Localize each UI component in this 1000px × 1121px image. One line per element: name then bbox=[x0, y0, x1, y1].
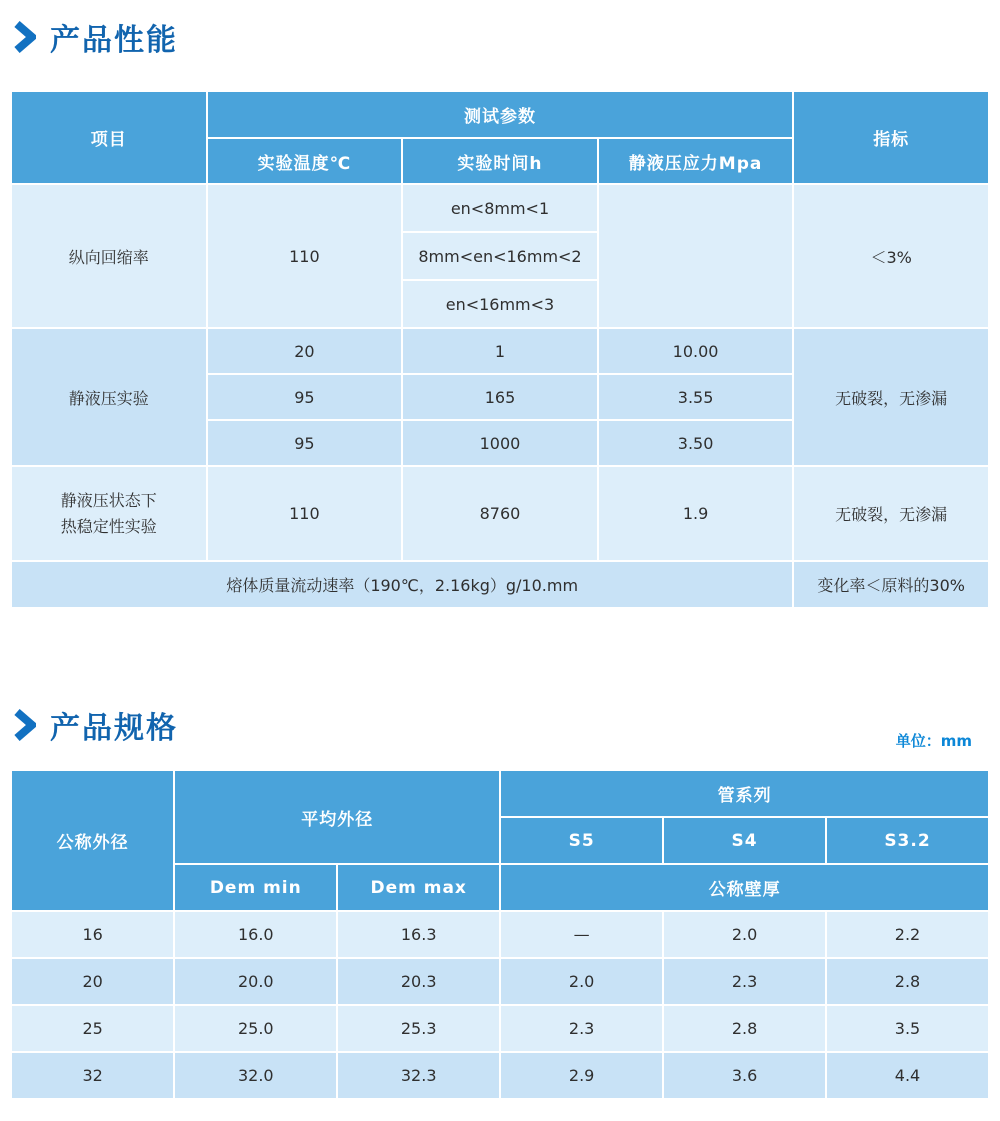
row-label-line2: 热稳定性实验 bbox=[60, 516, 157, 536]
performance-table bbox=[10, 90, 990, 609]
cell-od: 16 bbox=[11, 911, 174, 958]
header-pipe-series: 管系列 bbox=[500, 770, 989, 817]
header-nominal-od: 公称外径 bbox=[11, 770, 174, 911]
cell-time: 165 bbox=[402, 374, 598, 420]
cell-time-condition: 8mm<en<16mm<2 bbox=[402, 232, 598, 280]
cell-pressure: 3.55 bbox=[598, 374, 794, 420]
table-header-row bbox=[11, 770, 989, 817]
spec-table bbox=[10, 769, 990, 1100]
header-item: 项目 bbox=[11, 91, 207, 184]
table-row bbox=[11, 958, 989, 1005]
cell-pressure: 3.50 bbox=[598, 420, 794, 466]
table-footer-row bbox=[11, 561, 989, 608]
header-wall-thickness: 公称壁厚 bbox=[500, 864, 989, 911]
row-label-line1: 静液压状态下 bbox=[60, 490, 157, 510]
table-row bbox=[11, 184, 989, 232]
header-s3-2: S3.2 bbox=[826, 817, 989, 864]
section-title-spec bbox=[0, 701, 1000, 750]
cell-s5: 2.0 bbox=[500, 958, 663, 1005]
cell-indicator: 无破裂，无渗漏 bbox=[793, 466, 989, 561]
cell-pressure: 10.00 bbox=[598, 328, 794, 374]
cell-s5: — bbox=[500, 911, 663, 958]
cell-temp: 95 bbox=[207, 420, 403, 466]
header-pressure: 静液压应力Mpa bbox=[598, 138, 794, 184]
table-row bbox=[11, 1005, 989, 1052]
cell-temp: 95 bbox=[207, 374, 403, 420]
header-s4: S4 bbox=[663, 817, 826, 864]
row-label-hydrostatic: 静液压实验 bbox=[11, 328, 207, 466]
header-avg-od: 平均外径 bbox=[174, 770, 500, 864]
cell-time: 8760 bbox=[402, 466, 598, 561]
cell-od: 20 bbox=[11, 958, 174, 1005]
table-row bbox=[11, 1052, 989, 1099]
footer-indicator: 变化率＜原料的30% bbox=[793, 561, 989, 608]
header-dem-max: Dem max bbox=[337, 864, 500, 911]
cell-s3-2: 2.8 bbox=[826, 958, 989, 1005]
page-title-spec: 产品规格 bbox=[50, 711, 178, 746]
cell-dem-max: 20.3 bbox=[337, 958, 500, 1005]
header-dem-min: Dem min bbox=[174, 864, 337, 911]
cell-dem-min: 32.0 bbox=[174, 1052, 337, 1099]
cell-temp: 20 bbox=[207, 328, 403, 374]
cell-od: 32 bbox=[11, 1052, 174, 1099]
table-row bbox=[11, 911, 989, 958]
table-row bbox=[11, 328, 989, 374]
header-s5: S5 bbox=[500, 817, 663, 864]
table-row bbox=[11, 466, 989, 561]
cell-s4: 2.0 bbox=[663, 911, 826, 958]
cell-time-condition: en<16mm<3 bbox=[402, 280, 598, 328]
cell-s5: 2.3 bbox=[500, 1005, 663, 1052]
row-label-retraction: 纵向回缩率 bbox=[11, 184, 207, 328]
cell-s4: 2.3 bbox=[663, 958, 826, 1005]
title-left bbox=[14, 703, 178, 747]
cell-temp: 110 bbox=[207, 466, 403, 561]
header-test-params: 测试参数 bbox=[207, 91, 794, 138]
cell-time: 1000 bbox=[402, 420, 598, 466]
cell-dem-max: 32.3 bbox=[337, 1052, 500, 1099]
footer-melt-flow-label: 熔体质量流动速率（190℃，2.16kg）g/10.mm bbox=[11, 561, 793, 608]
cell-s3-2: 4.4 bbox=[826, 1052, 989, 1099]
cell-dem-max: 16.3 bbox=[337, 911, 500, 958]
cell-dem-min: 25.0 bbox=[174, 1005, 337, 1052]
header-time: 实验时间h bbox=[402, 138, 598, 184]
chevron-right-icon bbox=[14, 21, 36, 53]
cell-s3-2: 3.5 bbox=[826, 1005, 989, 1052]
cell-pressure: 1.9 bbox=[598, 466, 794, 561]
section-title-performance bbox=[0, 0, 1000, 56]
cell-s5: 2.9 bbox=[500, 1052, 663, 1099]
cell-s3-2: 2.2 bbox=[826, 911, 989, 958]
cell-dem-min: 16.0 bbox=[174, 911, 337, 958]
cell-dem-min: 20.0 bbox=[174, 958, 337, 1005]
unit-label: 单位：mm bbox=[895, 732, 972, 750]
cell-s4: 2.8 bbox=[663, 1005, 826, 1052]
cell-s4: 3.6 bbox=[663, 1052, 826, 1099]
cell-indicator: 无破裂，无渗漏 bbox=[793, 328, 989, 466]
cell-indicator: ＜3% bbox=[793, 184, 989, 328]
cell-temp: 110 bbox=[207, 184, 403, 328]
row-label-thermal-stability bbox=[11, 466, 207, 561]
header-indicator: 指标 bbox=[793, 91, 989, 184]
cell-dem-max: 25.3 bbox=[337, 1005, 500, 1052]
header-temp: 实验温度℃ bbox=[207, 138, 403, 184]
cell-time: 1 bbox=[402, 328, 598, 374]
table-header-row bbox=[11, 91, 989, 138]
cell-pressure-empty bbox=[598, 184, 794, 328]
chevron-right-icon bbox=[14, 709, 36, 741]
cell-time-condition: en<8mm<1 bbox=[402, 184, 598, 232]
page-title-performance: 产品性能 bbox=[50, 23, 178, 58]
section-spec bbox=[0, 701, 1000, 1100]
cell-od: 25 bbox=[11, 1005, 174, 1052]
